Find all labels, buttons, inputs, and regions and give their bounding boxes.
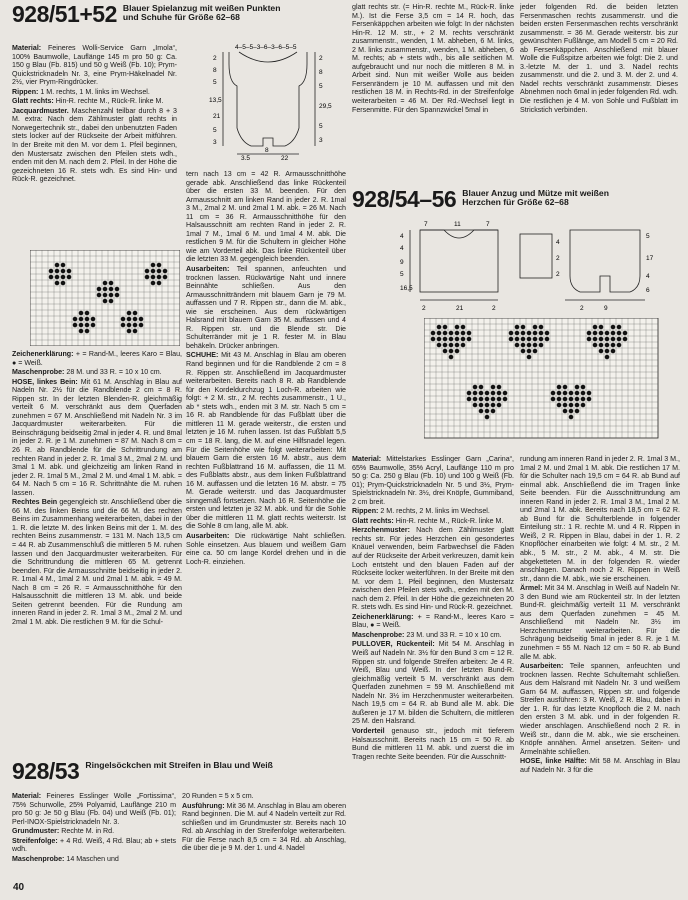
stitch-dot: [581, 397, 586, 402]
stitch-dot: [551, 397, 556, 402]
stitch-dot: [611, 325, 616, 330]
stitch-dot: [449, 343, 454, 348]
article2-schematic-sleeve: [556, 239, 560, 278]
stitch-dot: [587, 397, 592, 402]
stitch-dot: [49, 275, 54, 280]
stitch-dot: [521, 325, 526, 330]
stitch-dot: [563, 403, 568, 408]
article1-column-3: glatt rechts str. (= Hin-R. rechte M., Rück-R. linke M.). Ist die Ferse 3,5 cm = 14 R. hoch, das Fersenkäppchen arbeiten wie folgt: In der nächsten Hin-R. 12 M. str., + 2 M. rechts verschränkt zusammenstr., wenden, 1 M. abheben, 6 M. links, 2 M. links zusammenstr., wenden, 1 M. abheben, 6 M. rechts; ab + stets wdh., bis alle seitlichen M. aufgebraucht und nur noch die mittleren 8 M. in Arbeit sind. Nun mit weißer Wolle aus beiden Fersenrändern je 10 M. auffassen und mit den restlichen 18 M. in Rechts-Rd. in der Streifenfolge weiterarbeiten = 46 M. Der Rd.-Wechsel liegt in Fersenmitte. Für den Spannzwickel 5mal in: [352, 3, 514, 114]
article1-count-chart: [30, 250, 180, 346]
svg-text:7: 7: [424, 221, 428, 228]
stitch-dot: [479, 385, 484, 390]
stitch-dot: [461, 331, 466, 336]
stitch-dot: [55, 275, 60, 280]
stitch-dot: [79, 311, 84, 316]
stitch-dot: [533, 343, 538, 348]
stitch-dot: [521, 343, 526, 348]
stitch-dot: [593, 325, 598, 330]
article2-number: 928/54–56: [352, 186, 457, 212]
stitch-dot: [611, 349, 616, 354]
stitch-dot: [575, 409, 580, 414]
stitch-dot: [91, 323, 96, 328]
stitch-dot: [467, 331, 472, 336]
stitch-dot: [479, 409, 484, 414]
stitch-dot: [449, 331, 454, 336]
article1-schematic: [183, 42, 343, 160]
stitch-dot: [55, 263, 60, 268]
stitch-dot: [467, 397, 472, 402]
stitch-dot: [605, 337, 610, 342]
stitch-dot: [461, 325, 466, 330]
stitch-dot: [575, 385, 580, 390]
stitch-dot: [509, 331, 514, 336]
svg-text:2: 2: [556, 271, 560, 278]
stitch-dot: [599, 325, 604, 330]
stitch-dot: [145, 275, 150, 280]
svg-text:3: 3: [319, 137, 323, 144]
article1-schematic-left: [209, 55, 222, 146]
stitch-dot: [67, 269, 72, 274]
stitch-dot: [437, 331, 442, 336]
svg-text:5: 5: [319, 83, 323, 90]
stitch-dot: [623, 337, 628, 342]
stitch-dot: [515, 331, 520, 336]
stitch-dot: [503, 397, 508, 402]
article2-header: [352, 188, 682, 210]
article1-column-1a: Material: Feineres Wolli-Service Garn „Imola“, 100% Baumwolle, Lauflänge 145 m pro 50 g: Ca. 150 g Blau (Fb. 815) und 50 g Weiß (Fb. 10); Prym-Quickstricknadeln Nr. 3, eine Prym-Häkelnadel Nr. 2½, vier Prym-Ringdrücker. Rippen: 1 M. rechts, 1 M. links im Wechsel. Glatt rechts: Hin-R. rechte M., Rück-R. linke M. Jacquardmuster. Maschenzahl teilbar durch 8 + 3 M. extra: Nach dem Zählmuster glatt rechts in Norwegertechnik str., dabei den unbenutzten Faden stets locker auf der Rückseite der Arbeit mitführen. In der Breite mit den M. vor dem 1. Pfeil beginnen, den Mustersatz zwischen den Pfeilen stets wdh., enden mit den M. nach dem 2. Pfeil. In der Höhe die gezeichneten 16 R. stets wdh. Es sind Hin- und Rück-R. gezeichnet.: [12, 44, 177, 184]
stitch-dot: [587, 331, 592, 336]
stitch-dot: [443, 325, 448, 330]
stitch-dot: [587, 337, 592, 342]
stitch-dot: [145, 269, 150, 274]
stitch-dot: [455, 325, 460, 330]
stitch-dot: [491, 385, 496, 390]
article1-column-1b: Zeichenerklärung: + = Rand-M., leeres Karo = Blau, ● = Weiß. Maschenprobe: 28 M. und 33 R. = 10 x 10 cm. HOSE, linkes Bein: Mit 61 M. Anschlag in Blau auf Nadeln Nr. 2½ für die Randblende 2 cm = 8 R. Rippen str. In der letzten Blenden-R. gleichmäßig verteilt 6 M. verschränkt aus dem Querfaden zunehmen = 67 M. Anschließend mit Nadeln Nr. 3 im Jacquardmuster weiterarbeiten. Für die Beinschrägung beidseitig 2mal in jeder 4. R. und 8mal in jeder 2. R. je 1 M. zunehmen = 87 M. Nach 8 cm = 26 R. ab Randblende für die Schrittrundung am rechten Rand in jeder 2. R. 1mal 3 M., 2mal 2 M. und 3mal 1 M. abk. und gleichzeitig am linken Rand in jeder 2. R. 1mal 5 M., 2mal 2 M. und 4mal 1 M. abk. = 64 M. Nach 5 cm = 16 R. Schrittnähte die M. ruhen lassen. Rechtes Bein gegengleich str. Anschließend über die 66 M. des linken Beins und die 66 M. des rechten Beins im Zusammenhang weiterarbeiten, dabei in der 1. R. die letzte M. des linken Beins mit der 1. M. des rechten Beins zusammenstr. = 131 M. Nach 13,5 cm = 44 R. ab Zusammenschluß die mittleren 5 M. ruhen lassen und den Jacquardmuster weiterarbeiten. Für die Schrittrundung die mittleren 65 M. getrennt beenden. Für die Armausschnitte beidseitig in jeder 2. R. 1mal 4 M., 1mal 2 M. und 2mal 1 M. abk. = 49 M. Nach 8 cm = 26 R. = Armausschnitthöhe für den Halsausschnitt die mittleren 13 M. abk. und beide Seiten getrennt beenden. Für die Rundung am inneren Rand in jeder 2. R. 1mal 3 M., 2mal 2 M. und 2mal 1 M. abk. Die restlichen 9 M. für die Schul-: [12, 350, 182, 626]
stitch-dot: [127, 329, 132, 334]
stitch-dot: [527, 331, 532, 336]
stitch-dot: [151, 275, 156, 280]
stitch-dot: [443, 349, 448, 354]
svg-text:9: 9: [604, 305, 608, 312]
article1-schematic-top: 4–5–5–3–6–3–6–5–5: [235, 44, 297, 51]
stitch-dot: [91, 317, 96, 322]
stitch-dot: [157, 275, 162, 280]
stitch-dot: [575, 403, 580, 408]
stitch-dot: [455, 337, 460, 342]
stitch-dot: [133, 311, 138, 316]
svg-text:4: 4: [400, 245, 404, 252]
stitch-dot: [581, 391, 586, 396]
stitch-dot: [103, 287, 108, 292]
stitch-dot: [611, 331, 616, 336]
stitch-dot: [85, 317, 90, 322]
stitch-dot: [455, 349, 460, 354]
svg-text:5: 5: [400, 271, 404, 278]
stitch-dot: [593, 331, 598, 336]
svg-text:8: 8: [265, 147, 269, 154]
svg-text:5: 5: [319, 123, 323, 130]
stitch-dot: [521, 349, 526, 354]
stitch-dot: [605, 355, 610, 360]
stitch-dot: [55, 281, 60, 286]
stitch-dot: [73, 323, 78, 328]
stitch-dot: [545, 337, 550, 342]
stitch-dot: [455, 343, 460, 348]
stitch-dot: [133, 329, 138, 334]
article3-number: 928/53: [12, 758, 80, 784]
stitch-dot: [133, 317, 138, 322]
article1-schematic-bottom: [241, 147, 289, 160]
stitch-dot: [437, 325, 442, 330]
article2-column-b: rundung am inneren Rand in jeder 2. R. 1mal 3 M., 1mal 2 M. und 2mal 1 M. abk. Die restlichen 17 M. für die Schulter nach 19,5 cm = 64 R. ab Bund auf einmal abk. Anschließend die im Tragen linke Seite beenden. Für die Ausschnittrundung am inneren Rand in jeder 2. R. 1mal 3 M., 1mal 2 M. und 2mal 1 M. abk. Bereits nach 18,5 cm = 62 R. ab Bund für die Schulterblende in folgender Einteilung str.: 1 R. rechte M. und 4 R. Rippen in Weiß, 2 R. Rippen in Blau, dabei in der 1. R. 2 Knopflöcher einarbeiten wie folgt: 4 M. str., 2 M. abk., 5 M. str., 2 M. abk., 4 M. str. Die abgeketteten M. in der folgenden R. wieder anschlagen. Danach noch 2 R. Rippen in Weiß str., dann die M. abk., wie sie erscheinen. Ärmel: Mit 34 M. Anschlag in Weiß auf Nadeln Nr. 3 den Bund wie am Rückenteil str. In der letzten Bund-R. gleichmäßig verteilt 11 M. verschränkt aus dem Querfaden zunehmen = 45 M. Anschließend mit Nadeln Nr. 3½ im Herzchenmuster weiterarbeiten. Für die Schrägung beidseitig 5mal in jeder 8. R. je 1 M. zunehmen = 55 M. Nach 12 cm = 50 R. ab Bund alle M. abk. Ausarbeiten: Teile spannen, anfeuchten und trocknen lassen. Rechte Schulternaht schließen. Aus dem Halsrand mit Nadeln Nr. 3 und weißem Garn 64 M. auffassen, Rippen str. und folgende Streifen ausführen: 3 R. Weiß, 2 R. Blau, dabei in der 1. R. für das letzte Knopfloch die 2 M. nach den ersten 3 M. abk. und in der folgenden R. wieder anschlagen. Anschließend noch 2 R. in Weiß str., dann die M. abk., wie sie erscheinen. Knöpfe annähen. Ärmel ansetzen. Seiten- und Ärmelnähte schließen. HOSE, linke Hälfte: Mit 58 M. Anschlag in Blau auf Nadeln Nr. 3 für die: [520, 455, 680, 774]
article1-header: [12, 3, 332, 25]
stitch-dot: [163, 269, 168, 274]
stitch-dot: [563, 391, 568, 396]
stitch-dot: [569, 415, 574, 420]
stitch-dot: [545, 331, 550, 336]
article2-schematic-bottom: [422, 305, 496, 312]
stitch-dot: [527, 337, 532, 342]
page-number: 40: [13, 882, 25, 893]
stitch-dot: [509, 337, 514, 342]
stitch-dot: [611, 337, 616, 342]
stitch-dot: [455, 331, 460, 336]
svg-text:4: 4: [400, 233, 404, 240]
stitch-dot: [557, 391, 562, 396]
stitch-dot: [539, 343, 544, 348]
stitch-dot: [593, 337, 598, 342]
stitch-dot: [497, 385, 502, 390]
stitch-dot: [563, 409, 568, 414]
stitch-dot: [527, 349, 532, 354]
stitch-dot: [515, 343, 520, 348]
stitch-dot: [85, 323, 90, 328]
stitch-dot: [539, 337, 544, 342]
svg-text:5: 5: [646, 233, 650, 240]
stitch-dot: [437, 343, 442, 348]
stitch-dot: [449, 349, 454, 354]
stitch-dot: [617, 337, 622, 342]
stitch-dot: [521, 331, 526, 336]
svg-text:17: 17: [646, 255, 654, 262]
stitch-dot: [527, 343, 532, 348]
stitch-dot: [67, 275, 72, 280]
stitch-dot: [473, 403, 478, 408]
stitch-dot: [533, 325, 538, 330]
stitch-dot: [569, 397, 574, 402]
svg-text:7: 7: [486, 221, 490, 228]
stitch-dot: [539, 331, 544, 336]
stitch-dot: [617, 325, 622, 330]
svg-text:5: 5: [213, 127, 217, 134]
stitch-dot: [163, 275, 168, 280]
article3-column-b: 20 Runden = 5 x 5 cm. Ausführung: Mit 36 M. Anschlag in Blau am oberen Rand beginnen. Die M. auf 4 Nadeln verteilt zur Rd. schließen und im Grundmuster str. Bereits nach 10 Rd. ab Anschlag in der Streifenfolge weiterarbeiten. Für die Ferse nach 8,5 cm = 34 Rd. ab Anschlag, die über die je 9 M. der 1. und 4. Nadel: [182, 792, 347, 853]
stitch-dot: [575, 397, 580, 402]
stitch-dot: [581, 403, 586, 408]
svg-text:3: 3: [213, 139, 217, 146]
stitch-dot: [551, 391, 556, 396]
stitch-dot: [103, 293, 108, 298]
article3-column-a: Material: Feineres Esslinger Wolle „Fortissima“, 75% Schurwolle, 25% Polyamid, Lauflänge 210 m pro 50 g: Je 50 g Blau (Fb. 04) und Weiß (Fb. 01); Perl-INOX-Spielstricknadeln Nr. 3. Grundmuster: Rechte M. in Rd. Streifenfolge: + 4 Rd. Weiß, 4 Rd. Blau; ab + stets wdh. Maschenprobe: 14 Maschen und: [12, 792, 176, 863]
stitch-dot: [151, 281, 156, 286]
stitch-dot: [61, 269, 66, 274]
stitch-dot: [79, 323, 84, 328]
svg-text:2: 2: [422, 305, 426, 312]
stitch-dot: [533, 349, 538, 354]
article1-column-4: jeder folgenden Rd. die beiden letzten Fersenmaschen rechts zusammenstr. und die beiden ersten Fersenmaschen rechts verschränkt zusammenstr. = 36 M. Gerade weiterstr. bis zur gewünschten Fußlänge, am Modell 5 cm = 20 Rd. ab Fersenkäppchen. Anschließend mit blauer Wolle die Fußspitze arbeiten wie folgt: Die 2. und 3.-letzte M. der 1. und 3. Nadel rechts zusammenstr. und die 2. und 3. M. der 2. und 4. Nadel rechts verschränkt zusammenstr. Dieses Abnehmen noch 6mal in jeder folgenden Rd. wdh. Die restlichen je 4 M. von Sohle und Fußblatt im Strickstich verbinden.: [520, 3, 678, 114]
stitch-dot: [443, 343, 448, 348]
stitch-dot: [85, 329, 90, 334]
stitch-dot: [503, 391, 508, 396]
stitch-dot: [599, 349, 604, 354]
stitch-dot: [449, 337, 454, 342]
article1-title: Blauer Spielanzug mit weißen Punkten und Schuhe für Größe 62–68: [122, 3, 281, 23]
stitch-dot: [133, 323, 138, 328]
stitch-dot: [575, 391, 580, 396]
stitch-dot: [485, 397, 490, 402]
stitch-dot: [533, 331, 538, 336]
stitch-dot: [491, 391, 496, 396]
svg-text:22: 22: [281, 155, 289, 160]
stitch-dot: [539, 325, 544, 330]
svg-text:4: 4: [646, 273, 650, 280]
stitch-dot: [557, 403, 562, 408]
svg-text:13,5: 13,5: [209, 97, 222, 104]
article2-count-chart: [424, 318, 660, 442]
stitch-dot: [479, 397, 484, 402]
stitch-dot: [109, 281, 114, 286]
stitch-dot: [79, 329, 84, 334]
stitch-dot: [557, 397, 562, 402]
stitch-dot: [461, 337, 466, 342]
stitch-dot: [103, 281, 108, 286]
stitch-dot: [467, 391, 472, 396]
stitch-dot: [593, 343, 598, 348]
stitch-dot: [491, 409, 496, 414]
svg-text:16,5: 16,5: [400, 285, 413, 292]
stitch-dot: [139, 323, 144, 328]
stitch-dot: [109, 293, 114, 298]
stitch-dot: [431, 331, 436, 336]
stitch-dot: [449, 355, 454, 360]
stitch-dot: [121, 323, 126, 328]
svg-text:4: 4: [556, 239, 560, 246]
stitch-dot: [127, 317, 132, 322]
stitch-dot: [485, 415, 490, 420]
svg-text:2: 2: [580, 305, 584, 312]
stitch-dot: [61, 263, 66, 268]
stitch-dot: [473, 391, 478, 396]
stitch-dot: [61, 281, 66, 286]
stitch-dot: [515, 337, 520, 342]
stitch-dot: [521, 337, 526, 342]
stitch-dot: [127, 323, 132, 328]
stitch-dot: [157, 281, 162, 286]
stitch-dot: [49, 269, 54, 274]
stitch-dot: [587, 391, 592, 396]
svg-text:2: 2: [492, 305, 496, 312]
stitch-dot: [599, 331, 604, 336]
stitch-dot: [491, 397, 496, 402]
svg-text:21: 21: [213, 113, 221, 120]
stitch-dot: [497, 397, 502, 402]
stitch-dot: [61, 275, 66, 280]
stitch-dot: [569, 409, 574, 414]
svg-text:9: 9: [400, 259, 404, 266]
svg-text:2: 2: [319, 55, 323, 62]
article3-title: Ringelsöckchen mit Streifen in Blau und Weiß: [85, 760, 273, 770]
stitch-dot: [473, 397, 478, 402]
stitch-dot: [557, 385, 562, 390]
stitch-dot: [533, 337, 538, 342]
stitch-dot: [497, 391, 502, 396]
svg-text:6: 6: [646, 287, 650, 294]
stitch-dot: [473, 385, 478, 390]
stitch-dot: [491, 403, 496, 408]
stitch-dot: [151, 263, 156, 268]
svg-text:2: 2: [556, 255, 560, 262]
stitch-dot: [581, 385, 586, 390]
stitch-dot: [151, 269, 156, 274]
stitch-dot: [157, 263, 162, 268]
stitch-dot: [605, 331, 610, 336]
stitch-dot: [109, 287, 114, 292]
svg-text:5: 5: [213, 79, 217, 86]
article2-schematics: [400, 216, 680, 314]
stitch-dot: [485, 403, 490, 408]
stitch-dot: [623, 331, 628, 336]
stitch-dot: [617, 343, 622, 348]
article2-column-a: Material: Mittelstarkes Esslinger Garn „Carina“, 65% Baumwolle, 35% Acryl, Lauflänge 110 m pro 50 g: Ca. 250 g Blau (Fb. 10) und 100 g Weiß (Fb. 01); Prym-Quickstricknadeln Nr. 5 und 3½, Prym-Spielstricknadeln Nr. 3½, drei Knöpfe, Gummiband, 2 cm breit. Rippen: 2 M. rechts, 2 M. links im Wechsel. Glatt rechts: Hin-R. rechte M., Rück-R. linke M. Herzchenmuster: Nach dem Zählmuster glatt rechts str. Für jedes Herzchen ein gesondertes Knäuel verwenden, beim Farbwechsel die Fäden auf der Rückseite der Arbeit verkreuzen, damit kein Loch entsteht und den blauen Faden auf der Rückseite locker weiterführen. In der Breite mit den M. vor dem 1. Pfeil beginnen, den Mustersatz zwischen den Pfeilen stets wdh., enden mit den M. nach dem 2. Pfeil. In der Höhe die gezeichneten 20 R. stets wdh. Es sind Hin- und Rück-R. gezeichnet. Zeichenerklärung: + = Rand-M., leeres Karo = Blau, ● = Weiß. Maschenprobe: 23 M. und 33 R. = 10 x 10 cm. PULLOVER, Rückenteil: Mit 54 M. Anschlag in Weiß auf Nadeln Nr. 3½ für den Bund 3 cm = 12 R. Rippen str. und folgende Streifen arbeiten: Je 4 R. Weiß, Blau und Weiß. In der letzten Bund-R. gleichmäßig verteilt 5 M. verschränkt aus dem Querfaden zunehmen = 59 M. Anschließend mit Nadeln Nr. 3½ im Herzchenmuster weiterarbeiten. Nach 19,5 cm = 64 R. ab Bund alle M. abk. Die äußeren je 17 M. bilden die Schultern, die mittleren 25 M. den Halsrand. Vorderteil genauso str., jedoch mit tieferem Halsausschnitt. Bereits nach 15 cm = 50 R. ab Bund die mittleren 11 M. abk. und zuerst die im Tragen rechte Seite beenden. Für die Ausschnitt-: [352, 455, 514, 761]
stitch-dot: [157, 269, 162, 274]
stitch-dot: [599, 343, 604, 348]
stitch-dot: [605, 343, 610, 348]
article1-number: 928/51+52: [12, 1, 117, 27]
stitch-dot: [97, 293, 102, 298]
stitch-dot: [515, 325, 520, 330]
stitch-dot: [485, 391, 490, 396]
stitch-dot: [617, 331, 622, 336]
stitch-dot: [497, 403, 502, 408]
svg-text:2: 2: [213, 55, 217, 62]
stitch-dot: [479, 403, 484, 408]
stitch-dot: [103, 299, 108, 304]
stitch-dot: [73, 317, 78, 322]
stitch-dot: [611, 343, 616, 348]
stitch-dot: [79, 317, 84, 322]
svg-text:29,5: 29,5: [319, 103, 332, 110]
stitch-dot: [599, 337, 604, 342]
article3-header: [12, 760, 347, 782]
stitch-dot: [479, 391, 484, 396]
svg-text:21: 21: [456, 305, 464, 312]
stitch-dot: [97, 287, 102, 292]
stitch-dot: [109, 299, 114, 304]
stitch-dot: [437, 337, 442, 342]
stitch-dot: [431, 337, 436, 342]
svg-text:3,5: 3,5: [241, 155, 251, 160]
svg-text:8: 8: [213, 67, 217, 74]
stitch-dot: [127, 311, 132, 316]
article2-schematic-top: [424, 221, 490, 228]
stitch-dot: [55, 269, 60, 274]
article1-schematic-right: [319, 55, 332, 144]
stitch-dot: [563, 397, 568, 402]
stitch-dot: [121, 317, 126, 322]
stitch-dot: [85, 311, 90, 316]
stitch-dot: [115, 287, 120, 292]
article2-title: Blauer Anzug und Mütze mit weißen Herzchen für Größe 62–68: [462, 188, 609, 208]
stitch-dot: [443, 337, 448, 342]
stitch-dot: [443, 331, 448, 336]
stitch-dot: [485, 409, 490, 414]
svg-text:11: 11: [454, 221, 461, 228]
stitch-dot: [115, 293, 120, 298]
stitch-dot: [467, 337, 472, 342]
stitch-dot: [569, 391, 574, 396]
stitch-dot: [461, 343, 466, 348]
stitch-dot: [569, 403, 574, 408]
stitch-dot: [139, 317, 144, 322]
article2-schematic-left: [400, 233, 413, 292]
stitch-dot: [563, 385, 568, 390]
stitch-dot: [605, 349, 610, 354]
stitch-dot: [527, 355, 532, 360]
svg-text:8: 8: [319, 69, 323, 76]
article1-column-2: tern nach 13 cm = 42 R. Armausschnitthöhe gerade abk. Anschließend das linke Rückenteil über die ersten 33 M. beenden. Für den Armausschnitt am linken Rand in jeder 2. R. 1mal 3 M., 2mal 2 M. und 2mal 1 M. abk. = 26 M. Nach 11 cm = 36 R. Armausschnitthöhe für den Halsausschnitt am rechten Rand in jeder 2. R. 1mal 7 M., 1mal 6 M. und 1mal 4 M. abk. Die restlichen 9 M. für die Schultern in gleicher Höhe wie am Vorderteil abk. Das linke Rückenteil über die letzten 33 M. gegengleich beenden. Ausarbeiten: Teil spannen, anfeuchten und trocknen lassen. Rückwärtige Naht und innere Beinnähte schließen. Aus den Armausschnitträndern mit blauem Garn je 79 M. auffassen und 7 R. Rippen str., dann die M. abk., wie sie erscheinen. Aus dem rückwärtigen Halsrand mit blauem Garn 35 M. auffassen und 4 R. Rippen str. und die Blende str. Die Schulterränder mit je 1 R. fester M. in Blau behäkeln. Drücker anbringen. SCHUHE: Mit 43 M. Anschlag in Blau am oberen Rand beginnen und für die Randblende 2 cm = 8 R. Rippen str. Anschließend im Jacquardmuster weiterarbeiten. Bereits nach 8 R. ab Randblende für den Kordeldurchzug 1 Loch-R. arbeiten wie folgt: + 2 M. str., 2 M. rechts zusammenstr., 1 U., ab * stets wdh., enden mit 3 M. str. Nach 5 cm = 16 R. ab Randblende für das Fußblatt über die mittleren 11 M. gerade weiterstr., die ersten und letzten je 16 M. ruhen lassen. Ist das Fußblatt 5,5 cm = 18 R. lang, die M. auf eine Hilfsnadel legen. Für die Seitenhöhe wie folgt weiterarbeiten: Mit blauem Garn die ersten 16 M. abstr., aus dem rechten Fußblattrand 16 M. auffassen, die 11 M. des Fußblatts abstr., aus dem linken Fußblattrand 16 M. auffassen und die letzten 16 M. abstr. = 75 M. Gerade weiterstr. und das Jacquardmuster sinngemäß fortsetzen. Nach 16 R. Seitenhöhe die ersten und letzten je 32 M. abk. und für die Sohle über die mittleren 11 M. glatt rechts weiterstr. Ist die Sohle 8 cm lang, alle M. abk. Ausarbeiten: Die rückwärtige Naht schließen. Sohle einsetzen. Aus blauem und weißem Garn eine ca. 50 cm lange Kordel drehen und in die Loch-R. einziehen.: [186, 170, 346, 566]
